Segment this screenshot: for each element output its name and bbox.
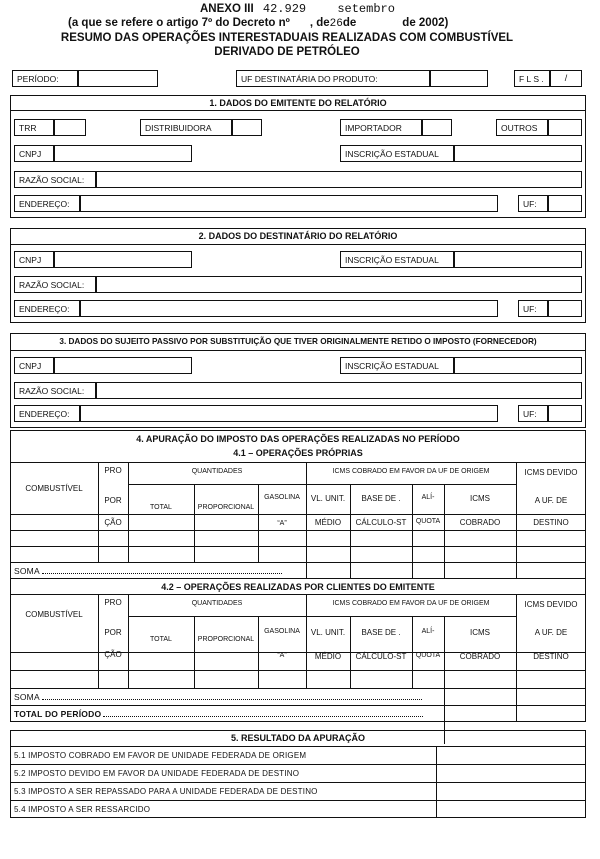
- document-header: [0, 0, 600, 62]
- decree-day: 26: [329, 18, 343, 30]
- col-por: POR: [104, 496, 122, 505]
- section-3-title: 3. DADOS DO SUJEITO PASSIVO POR SUBSTITUIÇÃO QUE TIVER ORIGINALMENTE RETIDO O IMPOSTO (FORNECEDOR): [59, 337, 537, 346]
- recipient-ie-field[interactable]: [454, 251, 582, 268]
- col-ali: ALÍ-: [421, 494, 435, 501]
- col2-destino: DESTINO: [533, 652, 569, 661]
- col2-quota: QUOTA: [415, 652, 441, 659]
- supplier-cnpj-field[interactable]: [54, 357, 192, 374]
- outros-label: OUTROS: [496, 119, 548, 136]
- period-field[interactable]: [78, 70, 158, 87]
- soma-label: SOMA: [14, 566, 40, 576]
- section-4-2-title: 4.2 – OPERAÇÕES REALIZADAS POR CLIENTES DO EMITENTE: [161, 582, 435, 592]
- form-subtitle: DERIVADO DE PETRÓLEO: [214, 46, 360, 58]
- trr-label: TRR: [14, 119, 54, 136]
- col2-cobrado: COBRADO: [459, 652, 501, 661]
- annex-title: ANEXO III: [200, 3, 254, 15]
- section-4-1-title: 4.1 – OPERAÇÕES PRÓPRIAS: [233, 448, 363, 458]
- decree-reference-line: [68, 17, 448, 30]
- col2-gasolina-a: “A”: [277, 652, 287, 659]
- col2-combustivel: COMBUSTÍVEL: [25, 610, 83, 619]
- supplier-uf-label: UF:: [518, 405, 548, 422]
- recipient-cnpj-label: CNPJ: [14, 251, 54, 268]
- col-a-uf-de: A UF. DE: [534, 496, 568, 505]
- emitter-razao-label: RAZÃO SOCIAL:: [14, 171, 96, 188]
- col2-vl-unit: VL. UNIT.: [310, 628, 346, 637]
- col2-por: POR: [104, 628, 122, 637]
- importador-label: IMPORTADOR: [340, 119, 422, 136]
- emitter-ie-label: INSCRIÇÃO ESTADUAL: [340, 145, 454, 162]
- col2-quantidades: QUANTIDADES: [191, 600, 243, 607]
- col2-total: TOTAL: [150, 636, 172, 643]
- recipient-ie-label: INSCRIÇÃO ESTADUAL: [340, 251, 454, 268]
- result-5-3: 5.3 IMPOSTO A SER REPASSADO PARA A UNIDADE FEDERADA DE DESTINO: [14, 787, 318, 796]
- result-5-2: 5.2 IMPOSTO DEVIDO EM FAVOR DA UNIDADE FEDERADA DE DESTINO: [14, 769, 300, 778]
- own-operations-soma: [14, 566, 282, 576]
- decree-ref-c: de: [342, 17, 357, 29]
- col2-pro: PRO: [104, 598, 122, 607]
- col-icms-devido: ICMS DEVIDO: [524, 468, 578, 477]
- emitter-cnpj-label: CNPJ: [14, 145, 54, 162]
- col-quota: QUOTA: [415, 518, 441, 525]
- col-pro: PRO: [104, 466, 122, 475]
- soma-label-2: SOMA: [14, 692, 40, 702]
- fls-field[interactable]: /: [550, 70, 582, 87]
- emitter-ie-field[interactable]: [454, 145, 582, 162]
- result-5-2-value[interactable]: [436, 764, 586, 782]
- client-operations-soma: [14, 692, 422, 702]
- result-5-3-value[interactable]: [436, 782, 586, 800]
- decree-ref-a: (a que se refere o artigo 7º do Decreto nº: [68, 17, 290, 29]
- col2-ali: ALÍ-: [421, 628, 435, 635]
- emitter-endereco-field[interactable]: [80, 195, 498, 212]
- total-periodo-label: TOTAL DO PERÍODO: [14, 709, 102, 719]
- emitter-razao-field[interactable]: [96, 171, 582, 188]
- supplier-endereco-label: ENDEREÇO:: [14, 405, 80, 422]
- total-periodo: [14, 709, 423, 719]
- col-quantidades: QUANTIDADES: [191, 468, 243, 475]
- col2-cao: ÇÃO: [104, 650, 122, 659]
- col-gasolina: GASOLINA: [264, 494, 300, 501]
- col-proporcional: PROPORCIONAL: [197, 504, 255, 511]
- decree-ref-d: de 2002): [402, 17, 449, 29]
- recipient-uf-field[interactable]: [548, 300, 582, 317]
- col2-proporcional: PROPORCIONAL: [197, 636, 255, 643]
- recipient-razao-field[interactable]: [96, 276, 582, 293]
- recipient-endereco-field[interactable]: [80, 300, 498, 317]
- uf-destination-field[interactable]: [430, 70, 488, 87]
- col2-medio: MÉDIO: [314, 652, 342, 661]
- col-vl-unit: VL. UNIT.: [310, 494, 346, 503]
- period-label: PERÍODO:: [12, 70, 78, 87]
- section-2-title: 2. DADOS DO DESTINATÁRIO DO RELATÓRIO: [198, 231, 398, 241]
- col-gasolina-a: “A”: [277, 520, 287, 527]
- col-icms: ICMS: [470, 494, 490, 503]
- col2-base-de: BASE DE .: [361, 628, 401, 637]
- col-cobrado: COBRADO: [459, 518, 501, 527]
- result-5-1: 5.1 IMPOSTO COBRADO EM FAVOR DE UNIDADE FEDERADA DE ORIGEM: [14, 751, 307, 760]
- col2-icms: ICMS: [470, 628, 490, 637]
- recipient-uf-label: UF:: [518, 300, 548, 317]
- emitter-uf-label: UF:: [518, 195, 548, 212]
- trr-checkbox[interactable]: [54, 119, 86, 136]
- emitter-endereco-label: ENDEREÇO:: [14, 195, 80, 212]
- col2-a-uf-de: A UF. DE: [534, 628, 568, 637]
- emitter-uf-field[interactable]: [548, 195, 582, 212]
- form-title: RESUMO DAS OPERAÇÕES INTERESTADUAIS REALIZADAS COM COMBUSTÍVEL: [60, 32, 514, 44]
- supplier-cnpj-label: CNPJ: [14, 357, 54, 374]
- col2-icms-devido: ICMS DEVIDO: [524, 600, 578, 609]
- col-icms-cobrado-header: ICMS COBRADO EM FAVOR DA UF DE ORIGEM: [332, 468, 490, 475]
- fls-label: F L S .: [514, 70, 550, 87]
- section-5-title: 5. RESULTADO DA APURAÇÃO: [230, 733, 365, 743]
- section-1-title: 1. DADOS DO EMITENTE DO RELATÓRIO: [209, 98, 387, 108]
- col-medio: MÉDIO: [314, 518, 342, 527]
- emitter-cnpj-field[interactable]: [54, 145, 192, 162]
- col-total: TOTAL: [150, 504, 172, 511]
- uf-destination-label: UF DESTINATÁRIA DO PRODUTO:: [236, 70, 430, 87]
- col-destino: DESTINO: [533, 518, 569, 527]
- client-operations-table: [10, 594, 586, 722]
- supplier-ie-field[interactable]: [454, 357, 582, 374]
- annex-label: [200, 2, 395, 16]
- col-combustivel: COMBUSTÍVEL: [25, 484, 83, 493]
- decree-number: 42.929: [262, 2, 307, 16]
- supplier-endereco-field[interactable]: [80, 405, 498, 422]
- distribuidora-checkbox[interactable]: [232, 119, 262, 136]
- distribuidora-label: DISTRIBUIDORA: [140, 119, 232, 136]
- supplier-ie-label: INSCRIÇÃO ESTADUAL: [340, 357, 454, 374]
- outros-checkbox[interactable]: [548, 119, 582, 136]
- col-cao: ÇÃO: [104, 518, 122, 527]
- recipient-razao-label: RAZÃO SOCIAL:: [14, 276, 96, 293]
- col2-calculo-st: CÁLCULO-ST: [355, 652, 407, 661]
- col-calculo-st: CÁLCULO-ST: [355, 518, 407, 527]
- section-4-title: 4. APURAÇÃO DO IMPOSTO DAS OPERAÇÕES REALIZADAS NO PERÍODO: [136, 434, 460, 444]
- col2-gasolina: GASOLINA: [264, 628, 300, 635]
- result-5-4-value[interactable]: [436, 800, 586, 818]
- col-base-de: BASE DE .: [361, 494, 401, 503]
- recipient-cnpj-field[interactable]: [54, 251, 192, 268]
- recipient-endereco-label: ENDEREÇO:: [14, 300, 80, 317]
- supplier-razao-field[interactable]: [96, 382, 582, 399]
- importador-checkbox[interactable]: [422, 119, 452, 136]
- own-operations-table: [10, 462, 586, 578]
- supplier-uf-field[interactable]: [548, 405, 582, 422]
- decree-month: setembro: [337, 2, 395, 16]
- result-5-4: 5.4 IMPOSTO A SER RESSARCIDO: [14, 805, 151, 814]
- decree-ref-b: , de: [309, 17, 330, 29]
- col2-icms-cobrado-header: ICMS COBRADO EM FAVOR DA UF DE ORIGEM: [332, 600, 490, 607]
- supplier-razao-label: RAZÃO SOCIAL:: [14, 382, 96, 399]
- result-5-1-value[interactable]: [436, 746, 586, 764]
